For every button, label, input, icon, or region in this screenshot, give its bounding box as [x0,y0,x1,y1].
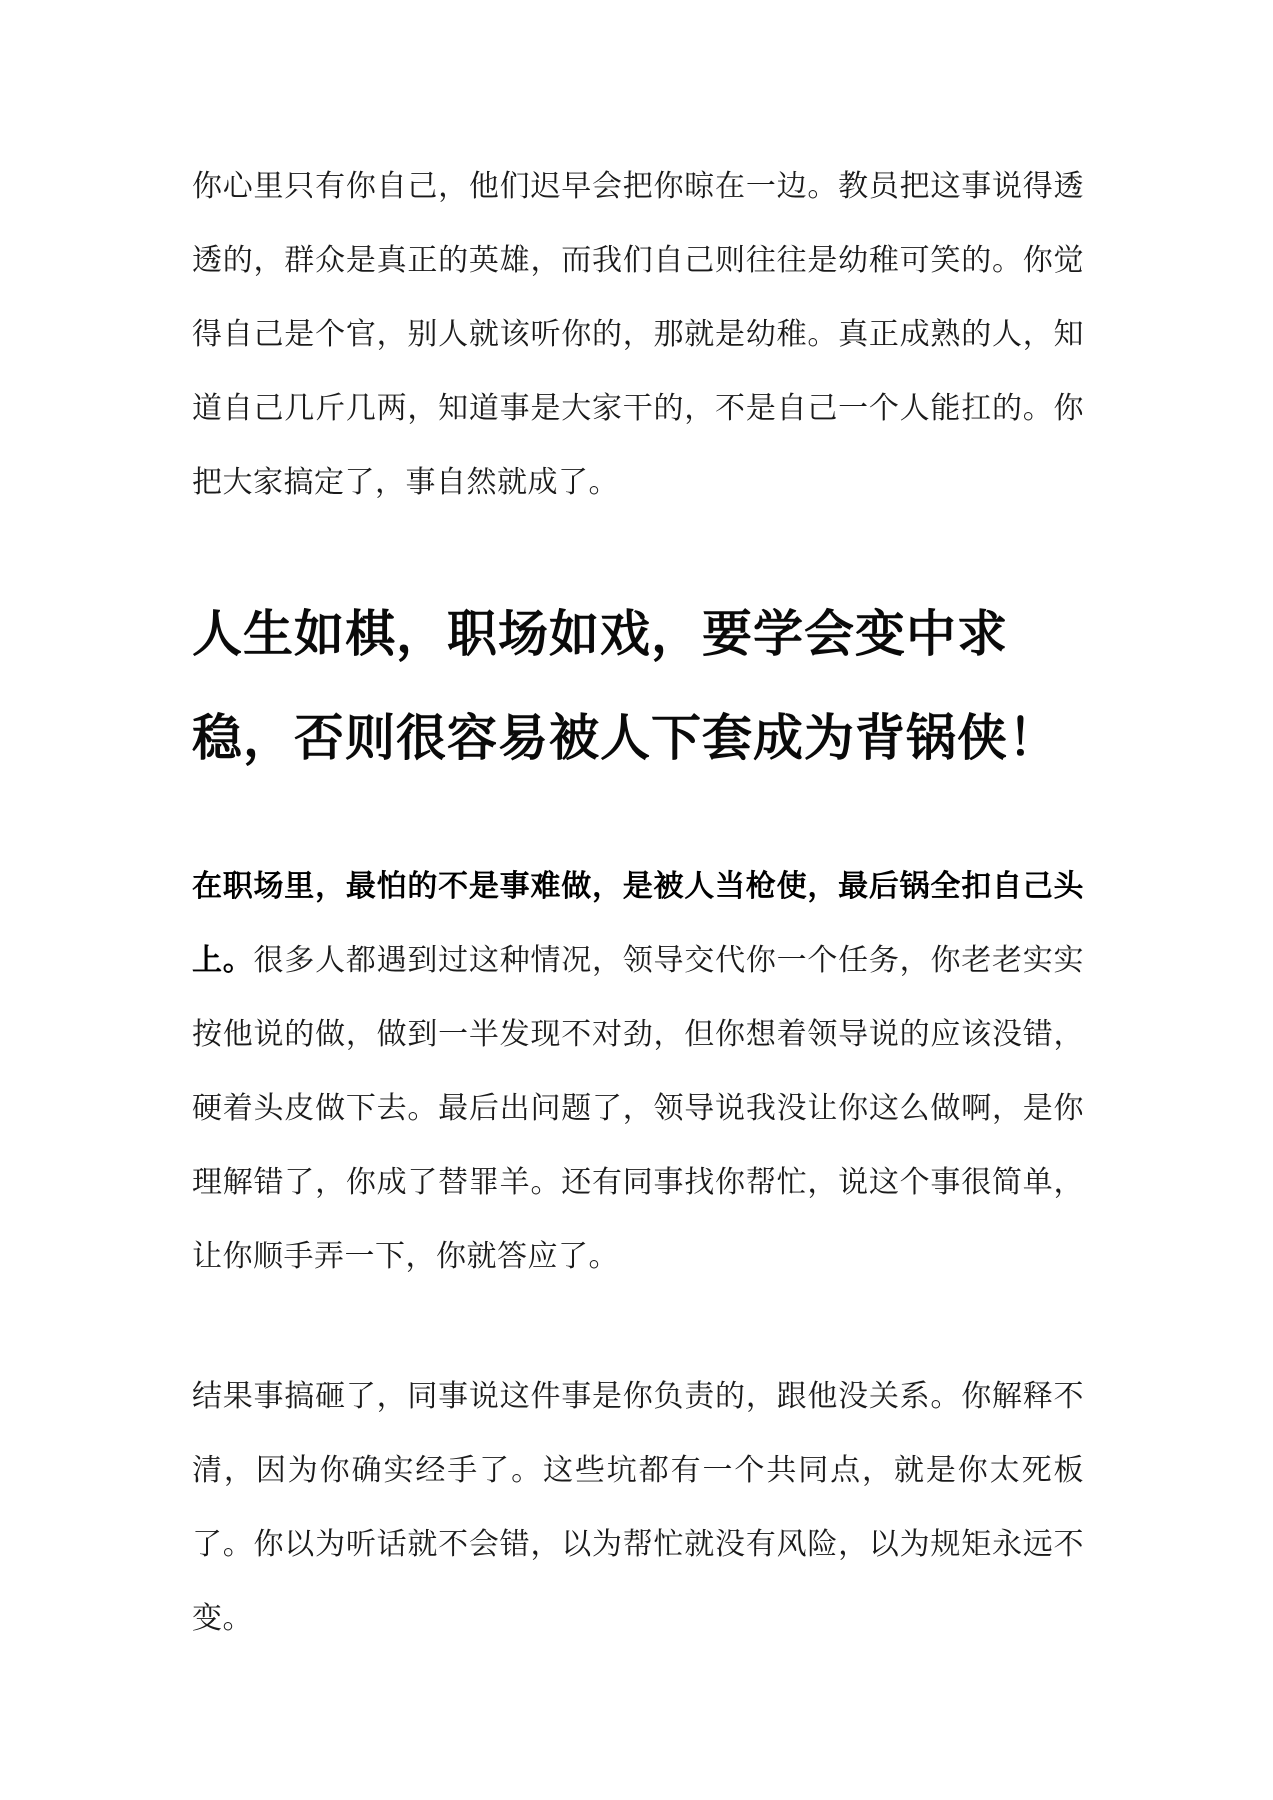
section-heading: 人生如棋，职场如戏，要学会变中求稳，否则很容易被人下套成为背锅侠！ [192,604,1059,767]
paragraph-conclusion: 结果事搞砸了，同事说这件事是你负责的，跟他没关系。你解释不清，因为你确实经手了。这些坑都有一个共同点，就是你太死板了。你以为听话就不会错，以为帮忙就没有风险，以为规矩永远不变。 [192,1379,1084,1636]
article-body [192,150,1084,1656]
paragraph-intro: 你心里只有你自己，他们迟早会把你晾在一边。教员把这事说得透透的，群众是真正的英雄，而我们自己则往往是幼稚可笑的。你觉得自己是个官，别人就该听你的，那就是幼稚。真正成熟的人，知道自己几斤几两，知道事是大家干的，不是自己一个人能扛的。你把大家搞定了，事自然就成了。 [192,169,1084,500]
paragraph-workplace [192,850,1084,1294]
paragraph-body-text: 很多人都遇到过这种情况，领导交代你一个任务，你老老实实按他说的做，做到一半发现不对劲，但你想着领导说的应该没错，硬着头皮做下去。最后出问题了，领导说我没让你这么做啊，是你理解错了，你成了替罪羊。还有同事找你帮忙，说这个事很简单，让你顺手弄一下，你就答应了。 [192,943,1085,1274]
paragraph-bold-lead: 在职场里，最怕的不是事难做，是被人当枪使，最后锅全扣自己头上。 [192,869,1084,978]
